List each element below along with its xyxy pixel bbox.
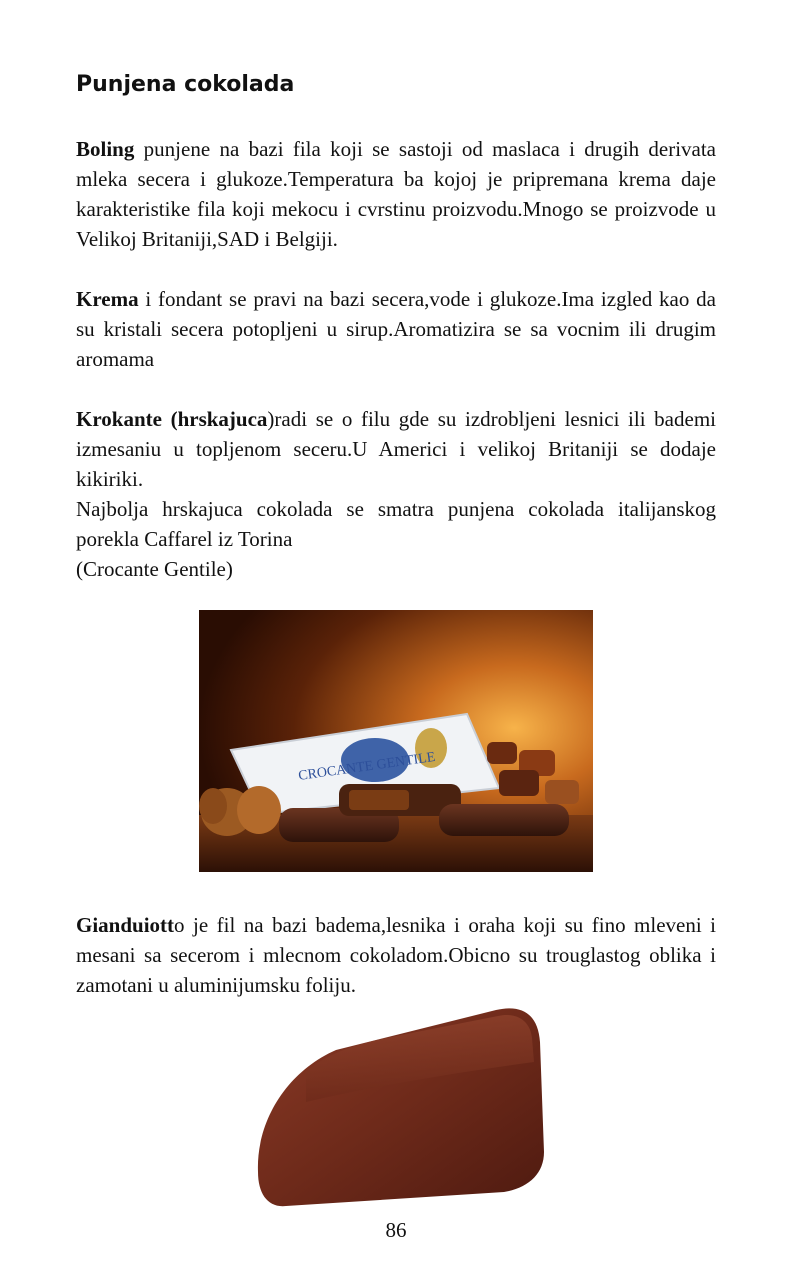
paragraph-krema-text: i fondant se pravi na bazi secera,vode i glukoze.Ima izgled kao da su kristali secera potopljeni u sirup.Aromatizira se sa vocnim ili drugim aromama — [76, 287, 716, 371]
paragraph-boling-text: punjene na bazi fila koji se sastoji od maslaca i drugih derivata mleka secera i glukoze.Temperatura ba kojoj je pripremana krema daje karakteristike fila koji mekocu i cvrstinu proizvodu.Mnogo se proizvode u Velikoj Britaniji,SAD i Belgiji. — [76, 137, 716, 251]
paragraph-boling — [76, 134, 716, 254]
page-title: Punjena cokolada — [76, 72, 295, 97]
paragraph-gianduiotto — [76, 910, 716, 1000]
wrapper-label: CROCANTE GENTILE — [297, 749, 437, 784]
page-number: 86 — [385, 1218, 407, 1242]
paragraph-najbolja: Najbolja hrskajuca cokolada se smatra punjena cokolada italijanskog porekla Caffarel iz Torina — [76, 497, 716, 551]
gianduiotto-photo — [246, 1002, 546, 1212]
term-krokante: Krokante (hrskajuca — [76, 407, 268, 431]
crocante-gentile-photo — [199, 610, 593, 872]
gianduiotto-illustration — [246, 1002, 546, 1212]
paragraph-crocante: (Crocante Gentile) — [76, 557, 233, 581]
paragraph-gianduiotto-text: o je fil na bazi badema,lesnika i oraha koji su fino mleveni i mesani sa secerom i mlecnom cokoladom.Obicno su trouglastog oblika i zamotani u aluminijumsku foliju. — [76, 913, 716, 997]
term-krema: Krema — [76, 287, 139, 311]
paragraph-krokante — [76, 404, 716, 494]
paragraph-krokante-text: )radi se o filu gde su izdrobljeni lesnici ili bademi izmesaniu u topljenom seceru.U Americi i velikoj Britaniji se dodaje kikiriki. — [76, 407, 716, 491]
crocante-gentile-illustration — [199, 610, 593, 872]
term-boling: Boling — [76, 137, 135, 161]
term-gianduiotto: Gianduiott — [76, 913, 175, 937]
paragraph-krema — [76, 284, 716, 374]
